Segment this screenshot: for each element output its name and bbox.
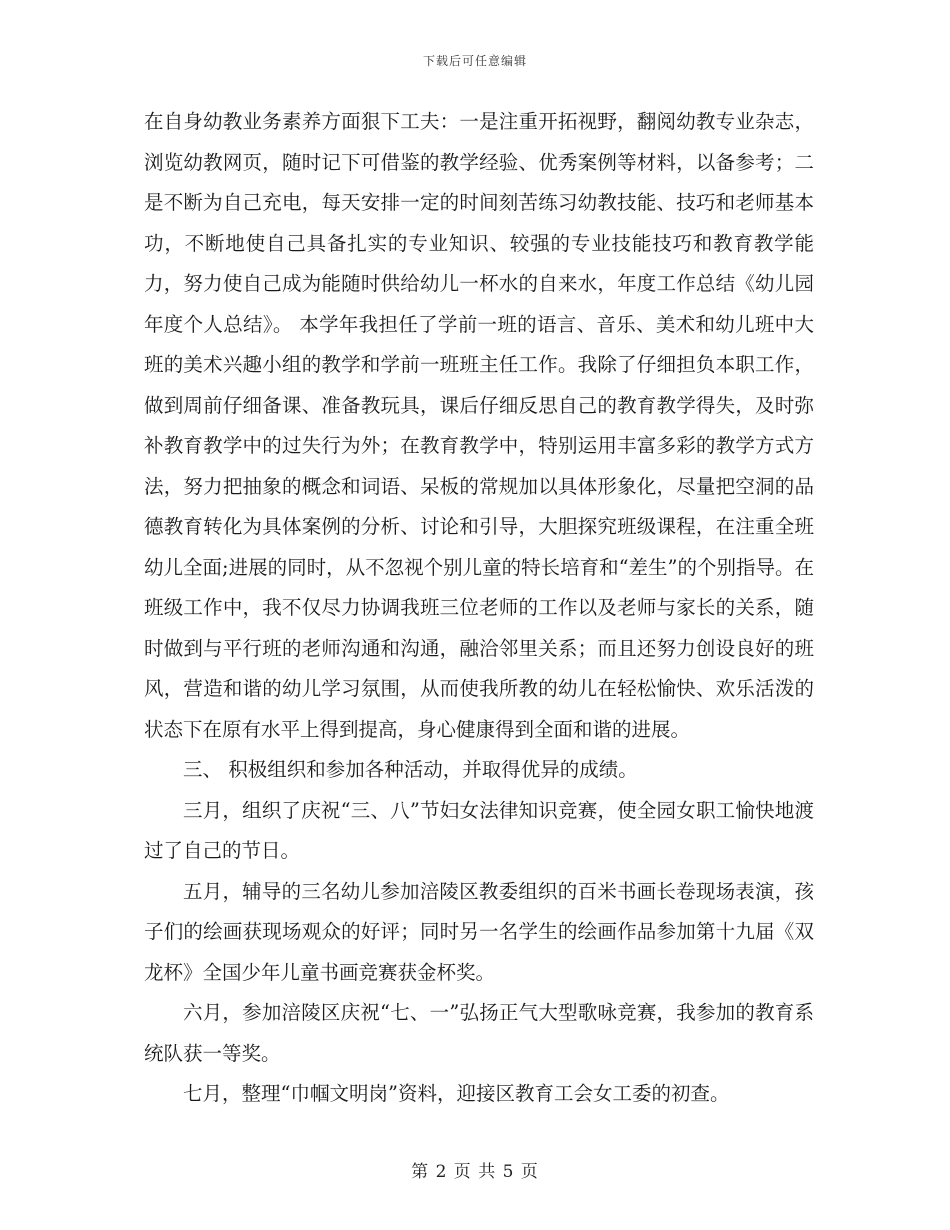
paragraph-june: 六月，参加涪陵区庆祝“七、一”弘扬正气大型歌咏竞赛，我参加的教育系统队获一等奖。 bbox=[144, 1001, 814, 1065]
page-header: 下载后可任意编辑 bbox=[422, 54, 527, 68]
paragraph-may: 五月，辅导的三名幼儿参加涪陵区教委组织的百米书画长卷现场表演，孩子们的绘画获现场观众的好评；同时另一名学生的绘画作品参加第十九届《双龙杯》全国少年儿童书画竞赛获金杯奖。 bbox=[144, 879, 814, 984]
section-heading-activities: 三、 积极组织和参加各种活动，并取得优异的成绩。 bbox=[183, 758, 638, 781]
paragraph-work-summary: 在自身幼教业务素养方面狠下工夫：一是注重开拓视野，翻阅幼教专业杂志，浏览幼教网页，随时记下可借鉴的教学经验、优秀案例等材料，以备参考；二是不断为自己充电，每天安排一定的时间刻苦练习幼教技能、技巧和老师基本功，不断地使自己具备扎实的专业知识、较强的专业技能技巧和教育教学能力，努力使自己成为能随时供给幼儿一杯水的自来水，年度工作总结《幼儿园年度个人总结》。 本学年我担任了学前一班的语言、音乐、美术和幼儿班中大班的美术兴趣小组的教学和学前一班班主任工作。我除了仔细担负本职工作，做到周前仔细备课、准备教玩具，课后仔细反思自己的教育教学得失，及时弥补教育教学中的过失行为外；在教育教学中，特别运用丰富多彩的教学方式方法，努力把抽象的概念和词语、呆板的常规加以具体形象化，尽量把空洞的品德教育转化为具体案例的分析、讨论和引导，大胆探究班级课程，在注重全班幼儿全面;进展的同时，从不忽视个别儿童的特长培育和“差生”的个别指导。在班级工作中，我不仅尽力协调我班三位老师的工作以及老师与家长的关系，随时做到与平行班的老师沟通和沟通，融洽邻里关系；而且还努力创设良好的班风，营造和谐的幼儿学习氛围，从而使我所教的幼儿在轻松愉快、欢乐活泼的状态下在原有水平上得到提高，身心健康得到全面和谐的进展。 bbox=[144, 110, 815, 741]
page-number-footer: 第 2 页 共 5 页 bbox=[411, 1162, 539, 1182]
paragraph-july: 七月，整理“巾帼文明岗”资料，迎接区教育工会女工委的初查。 bbox=[183, 1082, 730, 1105]
paragraph-march: 三月，组织了庆祝“三、八”节妇女法律知识竞赛，使全园女职工愉快地渡过了自己的节日。 bbox=[144, 798, 814, 862]
document-body bbox=[144, 102, 814, 1115]
